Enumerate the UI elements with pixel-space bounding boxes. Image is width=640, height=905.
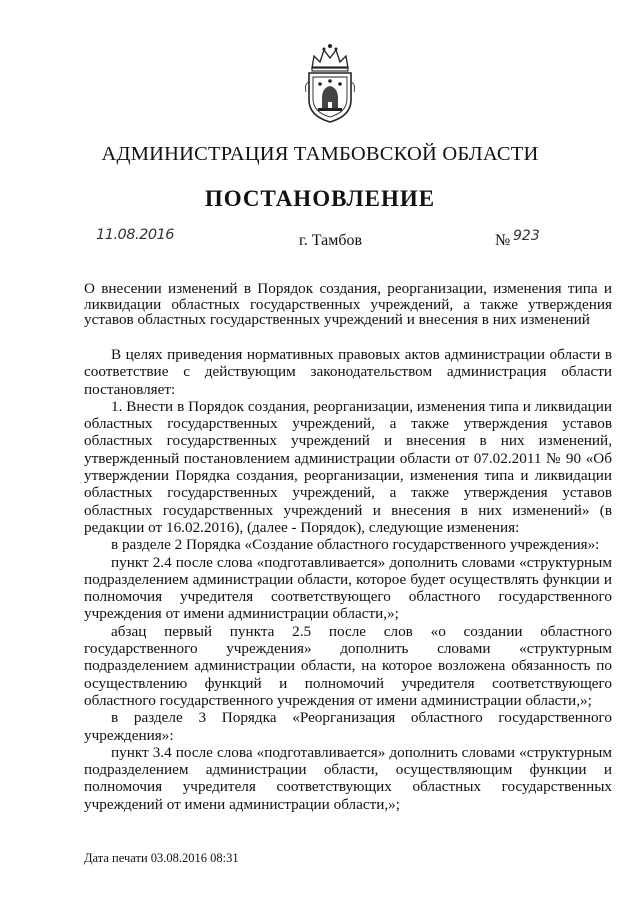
- paragraph-point-3-4: пункт 3.4 после слова «подготавливается» дополнить словами «структурным подразделением администрации области, осуществляющим функции и полномочия учредителя соответствующих областных государственных учреждений от имени администрации области,»;: [84, 743, 612, 813]
- paragraph-item-1: 1. Внести в Порядок создания, реорганизации, изменения типа и ликвидации областных государственных учреждений, а также утверждения уставов областных государственных учреждений и внесения в них изменений, утвержденный постановлением администрации области от 07.02.2011 № 90 «Об утверждении Порядка создания, реорганизации, изменения типа и ликвидации областных государственных учреждений, а также утверждения уставов областных государственных учреждений и внесения в них изменений» (в редакции от 16.02.2016), (далее - Порядок), следующие изменения:: [84, 397, 612, 536]
- paragraph-preamble: В целях приведения нормативных правовых актов администрации области в соответствие с действующим законодательством администрация области постановляет:: [84, 346, 612, 398]
- organization-name: АДМИНИСТРАЦИЯ ТАМБОВСКОЙ ОБЛАСТИ: [101, 143, 539, 165]
- document-number-label: №: [495, 232, 511, 249]
- print-date: Дата печати 03.08.2016 08:31: [84, 851, 239, 865]
- document-type-title: ПОСТАНОВЛЕНИЕ: [204, 186, 436, 211]
- paragraph-point-2-5: абзац первый пункта 2.5 после слов «о создании областного государственного учреждения» дополнить словами «структурным подразделением администрации области, на которое возложена обязанность по осуществлению функций и полномочий учредителя соответствующего областного государственного учреждения от имени администрации области,»;: [84, 622, 612, 709]
- paragraph-section-3-intro: в разделе 3 Порядка «Реорганизация областного государственного учреждения»:: [84, 709, 612, 744]
- coat-of-arms-emblem: [300, 42, 360, 124]
- document-body: [84, 346, 612, 813]
- document-city: г. Тамбов: [299, 232, 363, 249]
- document-number: 923: [513, 228, 540, 244]
- paragraph-section-2-intro: в разделе 2 Порядка «Создание областного государственного учреждения»:: [111, 536, 600, 554]
- document-subject: О внесении изменений в Порядок создания, реорганизации, изменения типа и ликвидации областных государственных учреждений, а также утверждения уставов областных государственных учреждений и внесения в них изменений: [84, 280, 612, 329]
- paragraph-point-2-4: пункт 2.4 после слова «подготавливается» дополнить словами «структурным подразделением администрации области, которое будет осуществлять функции и полномочия учредителя соответствующего областного государственного учреждения от имени администрации области,»;: [84, 553, 612, 623]
- document-date: 11.08.2016: [96, 227, 175, 243]
